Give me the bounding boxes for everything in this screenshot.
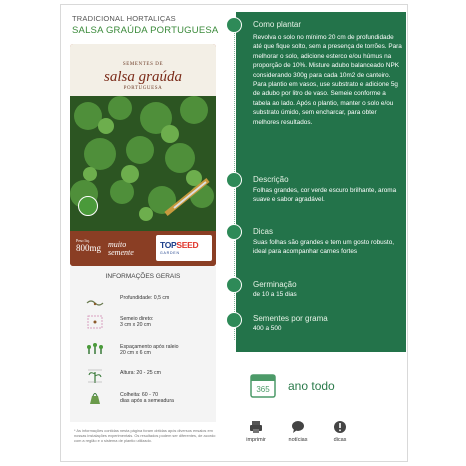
harvest-icon [86,390,104,406]
packet-weight-value: 800mg [76,243,102,253]
section-text-description: Folhas grandes, cor verde escuro brilhante, aroma suave e sabor agradável. [253,187,397,204]
season-text: ano todo [288,379,335,393]
section-title-planting: Como plantar [253,20,302,29]
calendar-number: 365 [256,385,270,394]
section-text-germination: de 10 a 15 dias [253,291,297,298]
seeds-icon [226,312,242,328]
general-info-title: INFORMAÇÕES GERAIS [105,273,181,280]
info-spacing: Espaçamento após raleio 20 cm x 6 cm [120,344,179,356]
lightbulb-icon [226,224,242,240]
news-label: notícias [288,437,308,443]
section-text-planting: Revolva o solo no mínimo 20 cm de profundidade até que fique solto, sem a presença de torrões. Para melhorar o solo, adicione esterco e/ou húmus na proporção de 10%. Misture adubo balanceado NPK considerando 300g para cada 10m2 de canteiro. Para plantio em vasos, use substrato e adicione 5g de adubo por litro de vaso. Semeie conforme a tabela ao lado. Após o plantio, manter o solo e/ou substrato úmido, sem encharcar, para obter melhores resultados. [253,34,402,126]
depth-icon [86,293,104,309]
calendar-icon [250,372,276,398]
section-text-tips: Suas folhas são grandes e tem um gosto robusto, ideal para acompanhar carnes fortes [253,239,395,256]
brand-logo [156,235,212,261]
info-row-spacing [74,342,214,362]
brand-part-1: TOP [160,240,177,250]
info-row-direct-sowing [74,314,214,334]
section-text-seeds-per-gram: 400 a 500 [253,325,282,332]
packet-tagline [108,241,134,257]
info-height: Altura: 20 - 25 cm [120,370,161,376]
brand-part-2: SEED [176,240,199,250]
direct-sowing-icon [86,314,104,330]
document-icon [226,172,242,188]
packet-variety: PORTUGUESA [123,86,163,91]
seed-packet-image [70,44,216,266]
chat-icon [291,420,305,434]
packet-weight [76,238,101,253]
leaf-icon [226,17,242,33]
tips-button[interactable] [320,420,360,443]
news-button[interactable] [278,420,318,443]
info-depth: Profundidade: 0,5 cm [120,295,170,301]
general-info-panel [70,266,216,422]
info-row-harvest [74,390,214,410]
packet-tagline-1: muito [108,240,127,249]
info-icon [333,420,347,434]
packet-top-line: SEMENTES DE [122,62,164,67]
brand-subtitle: GARDEN [160,251,180,255]
packet-tagline-2: semente [108,248,134,257]
print-button[interactable] [236,420,276,443]
section-title-tips: Dicas [253,227,274,236]
sprout-icon [226,277,242,293]
info-harvest: Colheita: 60 - 70 dias após a semeadura [120,392,174,404]
product-title: SALSA GRAÚDA PORTUGUESA [72,25,219,36]
print-label: imprimir [246,437,266,443]
packet-weight-label: Peso liq. [76,238,90,243]
product-category: TRADICIONAL HORTALIÇAS [72,14,176,23]
section-title-seeds-per-gram: Sementes por grama [253,314,328,323]
packet-name: salsa graúda [104,69,182,85]
spacing-icon [86,342,104,358]
height-icon [86,368,104,384]
footnote: * As informações contidas nesta página foram obtidas após diversos ensaios em nossas instalações experimentais. Os resultados podem ser diferentes, de acordo com a região e o sistema de plantio utilizado. [74,428,216,443]
info-direct-sowing: Semeio direto: 3 cm x 20 cm [120,316,154,328]
printer-icon [249,420,263,434]
packet-footer [70,231,216,266]
packet-label [70,44,216,96]
section-title-germination: Germinação [253,280,297,289]
info-row-height [74,368,214,388]
section-title-description: Descrição [253,175,289,184]
info-row-depth [74,293,214,313]
quality-seal-icon [78,196,98,216]
tips-label: dicas [333,437,347,443]
